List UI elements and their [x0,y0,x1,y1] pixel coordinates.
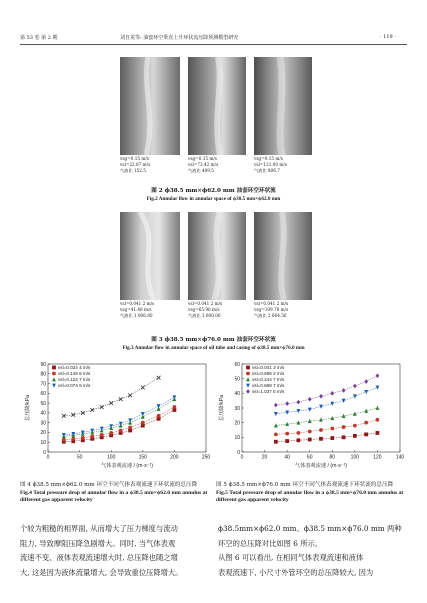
data-point [319,405,323,409]
legend-entry: vsl=0.041 3 m/s [252,365,285,370]
data-point [100,405,104,409]
data-point [141,412,145,416]
paragraph-line: 个较为粗糙的相界面, 从而增大了压力梯度与流动 [20,524,178,533]
legend-marker [246,372,250,376]
legend-marker [52,372,56,376]
y-tick-label: 20 [234,420,240,427]
data-point [128,426,132,430]
caption-ratio: 气液比 152.5 [120,168,146,174]
paragraph-line: ϕ38.5mm×ϕ62.0 mm、ϕ38.5 mm×ϕ76.0 mm 两种 [218,524,402,533]
x-tick-label: 0 [240,454,244,461]
x-tick-label: 250 [201,454,211,461]
flow-photo [188,212,246,300]
y-axis-label: 总压降/kPa [219,395,225,421]
data-point [319,394,323,399]
data-point [297,431,301,435]
caption-vsg: vsg=109.78 m/s [254,307,289,313]
y-tick-label: 30 [234,405,240,412]
data-point [297,400,301,405]
data-point [353,434,357,438]
caption-vsl: vsl=0.041 2 m/s [120,301,155,306]
data-point [330,436,334,440]
data-point [330,391,334,396]
photo-caption [188,301,222,320]
x-tick-label: 60 [306,454,313,461]
data-point [157,376,161,380]
caption-ratio: 气液比 1 006.80 [120,313,153,319]
caption-vsl: vsl=22.87 m/s [120,162,151,168]
data-point [330,427,334,431]
figure-2-title-cn: 图 2 ϕ38.5 mm×ϕ62.0 mm 油套环空环状流 [151,188,276,194]
data-point [128,418,132,422]
paragraph-line: 大, 这是因为液体流量增大, 会导致重位压降增大。 [20,567,183,577]
data-point [109,401,113,405]
data-point [364,390,368,394]
y-tick-label: 90 [40,361,46,368]
flow-photo [120,57,180,155]
flow-photo [188,57,246,155]
caption-ratio: 气液比 2 664.56 [254,313,287,319]
data-point [376,431,380,435]
data-point [319,428,323,432]
data-point [274,440,278,444]
legend-marker [52,366,56,370]
header-rule [20,44,407,45]
flow-photo [254,57,312,155]
paragraph-line: 表观流速下, 小尺寸外管环空的总压降较大, 因为 [218,567,374,577]
figure-4-caption [20,482,216,505]
data-point [308,430,312,434]
running-title: 刘自龙等: 油套环空垂直上升环状流压降预测模型研究 [120,35,239,41]
figure-3-title-en: Fig.3 Annular flow in annular space of oil tube and casing of ϕ38.5 mm×ϕ76.0 mm [122,345,305,351]
data-point [109,424,113,428]
series-line [276,433,378,442]
legend-marker [52,384,56,388]
data-point [274,403,278,408]
data-point [342,425,346,429]
data-point [274,412,278,416]
legend-entry: vsl=0.244 7 m/s [252,377,285,382]
data-point [100,433,104,437]
data-point [308,438,312,442]
data-point [274,433,278,437]
data-point [376,418,380,422]
data-point [157,414,161,418]
data-point [109,431,113,435]
figure-4-title-cn: 图 4 ϕ38.5 mm×ϕ62.0 mm 环空不同气体表观流速下环状流的总压降 [20,482,198,488]
data-point [308,397,312,402]
caption-vsg: vsg=0.15 m/s [120,156,149,161]
data-point [364,421,368,425]
y-tick-label: 10 [40,440,46,447]
legend-entry: vsl=0.688 7 m/s [252,383,285,388]
data-point [81,436,85,440]
flow-photo [120,212,180,300]
data-point [353,424,357,428]
data-point [141,386,145,390]
data-point [364,379,368,384]
figure-3-title-cn: 图 3 ϕ38.5 mm×ϕ76.0 mm 油套环空环状流 [151,337,276,343]
caption-vsl: vsl=73.42 m/s [188,162,219,168]
x-axis-label: 气体表观流速 / (m·s⁻¹) [100,463,154,469]
figure-5-chart [214,358,414,476]
data-point [285,439,289,443]
data-point [342,414,346,418]
figure-5-title-en: Fig.5 Total pressure drop of annular flow in a ϕ38.5 mm×ϕ76.0 mm annulus at different gas apparent velocity [216,489,404,503]
figure-5-title-cn: 图 5 ϕ38.5 mm×ϕ76.0 mm 环空不同气体表观流速下环状流的总压降 [216,482,394,488]
data-point [376,406,380,410]
photo-caption [120,301,154,320]
legend-entry: vsl=0.124 7 m/s [58,377,91,382]
photo-caption [120,156,150,175]
y-tick-label: 0 [237,449,240,456]
data-point [173,395,177,399]
y-tick-label: 30 [40,420,46,427]
legend-marker [246,384,250,388]
figure-5-caption [216,482,410,505]
data-point [62,433,66,437]
data-point [90,408,94,412]
photo-caption [254,156,287,175]
legend-entry: vsl=0.686 2 m/s [252,371,285,376]
data-point [128,393,132,397]
caption-vsl: vsl=0.041 2 m/s [188,301,223,306]
paragraph-line: 流速不变、液体表观流速增大时, 总压降也随之增 [20,553,178,563]
data-point [62,438,66,442]
data-point [173,405,177,409]
y-axis-label: 总压降/kPa [25,395,31,421]
data-point [157,404,161,408]
caption-vsl: vsl=121.00 m/s [254,162,287,168]
legend-marker [246,366,250,370]
data-point [71,437,75,441]
x-axis-label: 气体表观流速 / (m·s⁻¹) [294,463,348,469]
data-point [285,432,289,436]
body-text-left [20,522,216,580]
y-tick-label: 50 [40,400,46,407]
y-tick-label: 40 [40,410,46,417]
data-point [353,394,357,398]
y-tick-label: 60 [40,391,46,398]
data-point [141,421,145,425]
photo-caption [188,156,218,175]
body-text-right [218,522,410,580]
series-line [276,420,378,435]
data-point [353,384,357,389]
x-tick-label: 40 [284,454,290,461]
y-tick-label: 0 [43,449,46,456]
data-point [297,438,301,442]
y-tick-label: 40 [234,391,240,398]
data-point [376,386,380,390]
caption-ratio: 气液比 489.5 [188,168,214,174]
series-line [64,407,175,440]
y-tick-label: 10 [234,435,240,442]
x-tick-label: 50 [76,454,83,461]
x-tick-label: 20 [261,454,268,461]
caption-vsg: vsg=65.90 m/s [188,307,220,313]
caption-vsg: vsg=0.15 m/s [254,156,283,161]
x-tick-label: 0 [46,454,50,461]
data-point [376,373,380,378]
data-point [81,411,85,415]
paragraph-line: 阻力, 导致摩阻压降急剧增大。同时, 当气体表观 [20,538,176,548]
legend-marker [246,377,250,381]
x-tick-label: 100 [350,454,360,461]
paragraph-line: 从图 6 可以看出, 在相同气体表观流速和液体 [218,553,364,563]
figure-4-title-en: Fig.4 Total pressure drop of annular flow in a ϕ38.5 mm×ϕ62.0 mm annulus at different gas apparent velocity [20,489,208,503]
legend-entry: vsl=0.149 8 m/s [58,371,91,376]
data-point [297,420,301,424]
x-tick-label: 150 [138,454,147,461]
legend-entry: vsl=1.037 5 m/s [252,389,285,394]
data-point [319,417,323,421]
photo-caption [254,301,288,320]
data-point [319,437,323,441]
y-tick-label: 20 [40,430,46,437]
series-line [276,387,378,413]
flow-photo [254,212,312,300]
data-point [342,435,346,439]
paragraph-line: 环空的总压降对比如图 6 所示。 [218,538,323,548]
data-point [342,388,346,393]
data-point [119,429,123,433]
x-tick-label: 140 [395,454,405,461]
legend-entry: vsl=0.024 4 m/s [58,365,91,370]
caption-vsg: vsg=41.48 m/s [120,307,152,313]
page-number: · 119 · [380,34,396,40]
data-point [119,422,123,426]
caption-vsg: vsg=0.15 m/s [188,156,217,161]
caption-vsl: vsl=0.041 2 m/s [254,301,289,306]
y-tick-label: 50 [234,376,240,383]
data-point [285,401,289,406]
data-point [119,397,123,401]
x-tick-label: 200 [170,454,179,461]
legend-marker [52,377,56,381]
x-tick-label: 120 [373,454,382,461]
figure-2-title-en: Fig.2 Annular flow in annular space of ϕ38.5 mm×ϕ62.0 mm [146,196,281,202]
series-line [276,408,378,426]
series-line [276,376,378,405]
data-point [364,433,368,437]
data-point [100,427,104,431]
caption-ratio: 气液比 1 600.00 [188,313,221,319]
x-tick-label: 100 [107,454,116,461]
y-tick-label: 80 [40,371,46,378]
journal-volume: 第 53 卷 第 2 期 [20,35,58,41]
y-tick-label: 60 [234,361,240,368]
legend-marker [246,389,250,394]
caption-ratio: 气液比 806.7 [254,168,280,174]
x-tick-label: 80 [329,454,336,461]
data-point [90,434,94,438]
y-tick-label: 70 [40,381,46,388]
figure-4-chart [20,358,220,476]
data-series [246,383,379,416]
legend-entry: vsl=0.074 9 m/s [58,383,91,388]
